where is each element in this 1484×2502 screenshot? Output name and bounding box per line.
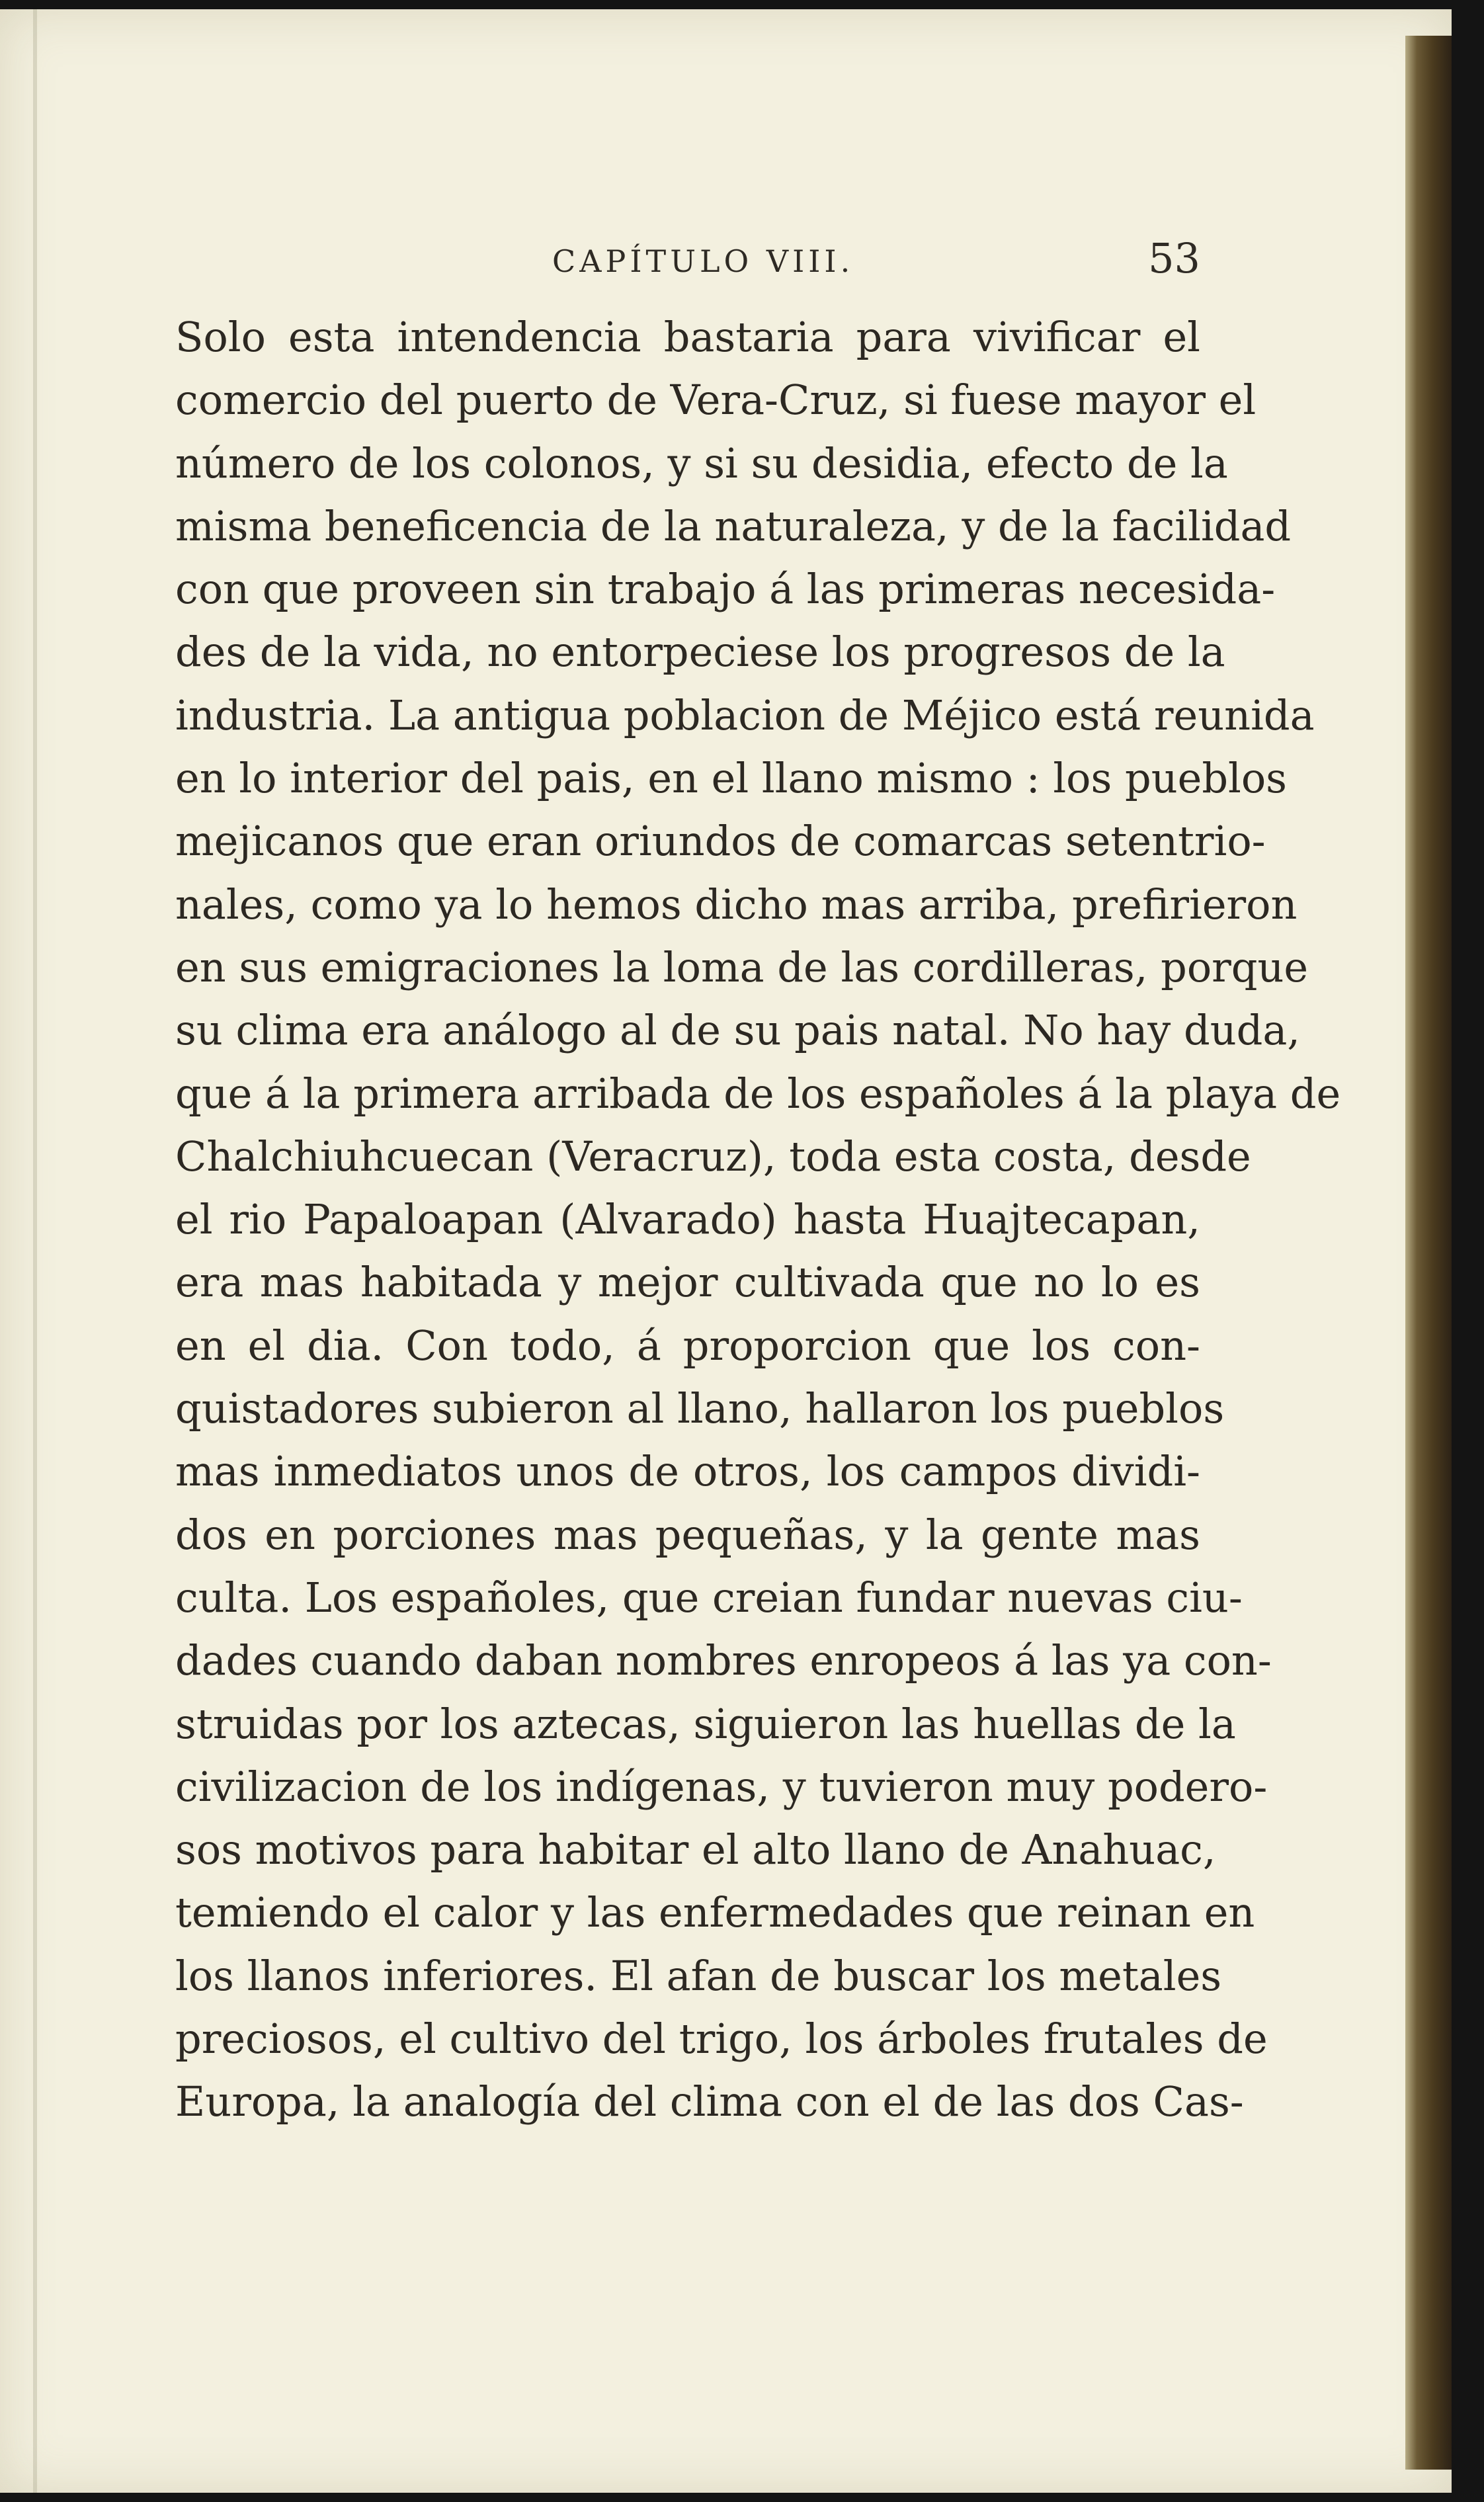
text-line: culta. Los españoles, que creian fundar nuevas ciu- xyxy=(175,1573,1243,1622)
text-line: número de los colonos, y si su desidia, efecto de la xyxy=(175,438,1228,487)
running-head: CAPÍTULO VIII. xyxy=(552,243,854,279)
text-line: era mas habitada y mejor cultivada que no lo es xyxy=(175,1258,1200,1307)
text-line: su clima era análogo al de su pais natal. No hay duda, xyxy=(175,1006,1301,1055)
text-line: misma beneficencia de la naturaleza, y de la facilidad xyxy=(175,501,1292,550)
page-edge xyxy=(1405,36,1452,2470)
text-line: industria. La antigua poblacion de Méjico está reunida xyxy=(175,690,1315,739)
text-line: en el dia. Con todo, á proporcion que los con- xyxy=(175,1321,1200,1370)
text-line: en sus emigraciones la loma de las cordilleras, porque xyxy=(175,942,1309,991)
text-line: civilizacion de los indígenas, y tuvieron muy podero- xyxy=(175,1762,1268,1811)
text-line: des de la vida, no entorpeciese los progresos de la xyxy=(175,628,1225,677)
text-line: temiendo el calor y las enfermedades que reinan en xyxy=(175,1888,1255,1937)
page-header xyxy=(175,234,1200,286)
text-line: nales, como ya lo hemos dicho mas arriba, prefirieron xyxy=(175,880,1298,929)
text-line: mejicanos que eran oriundos de comarcas setentrio- xyxy=(175,817,1266,866)
text-line: con que proveen sin trabajo á las primeras necesida- xyxy=(175,565,1276,614)
text-line: preciosos, el cultivo del trigo, los árboles frutales de xyxy=(175,2015,1268,2064)
text-line: que á la primera arribada de los españoles á la playa de xyxy=(175,1069,1341,1118)
book-page xyxy=(0,9,1452,2493)
text-line: Europa, la analogía del clima con el de las dos Cas- xyxy=(175,2077,1244,2126)
text-line: el rio Papaloapan (Alvarado) hasta Huajtecapan, xyxy=(175,1195,1200,1244)
text-line: struidas por los aztecas, siguieron las huellas de la xyxy=(175,1699,1236,1748)
text-line: comercio del puerto de Vera-Cruz, si fuese mayor el xyxy=(175,376,1257,425)
text-line: dos en porciones mas pequeñas, y la gente mas xyxy=(175,1510,1200,1559)
text-line: dades cuando daban nombres enropeos á las ya con- xyxy=(175,1636,1272,1685)
body-text xyxy=(175,306,1341,2134)
text-line: Chalchiuhcuecan (Veracruz), toda esta costa, desde xyxy=(175,1132,1251,1181)
text-line: Solo esta intendencia bastaria para vivificar el xyxy=(175,313,1200,361)
text-line: mas inmediatos unos de otros, los campos dividi- xyxy=(175,1447,1200,1496)
text-line: en lo interior del pais, en el llano mismo : los pueblos xyxy=(175,754,1287,803)
text-line: los llanos inferiores. El afan de buscar los metales xyxy=(175,1951,1222,2000)
page-number: 53 xyxy=(1148,234,1200,282)
text-line: quistadores subieron al llano, hallaron los pueblos xyxy=(175,1384,1225,1433)
text-line: sos motivos para habitar el alto llano de Anahuac, xyxy=(175,1825,1216,1874)
